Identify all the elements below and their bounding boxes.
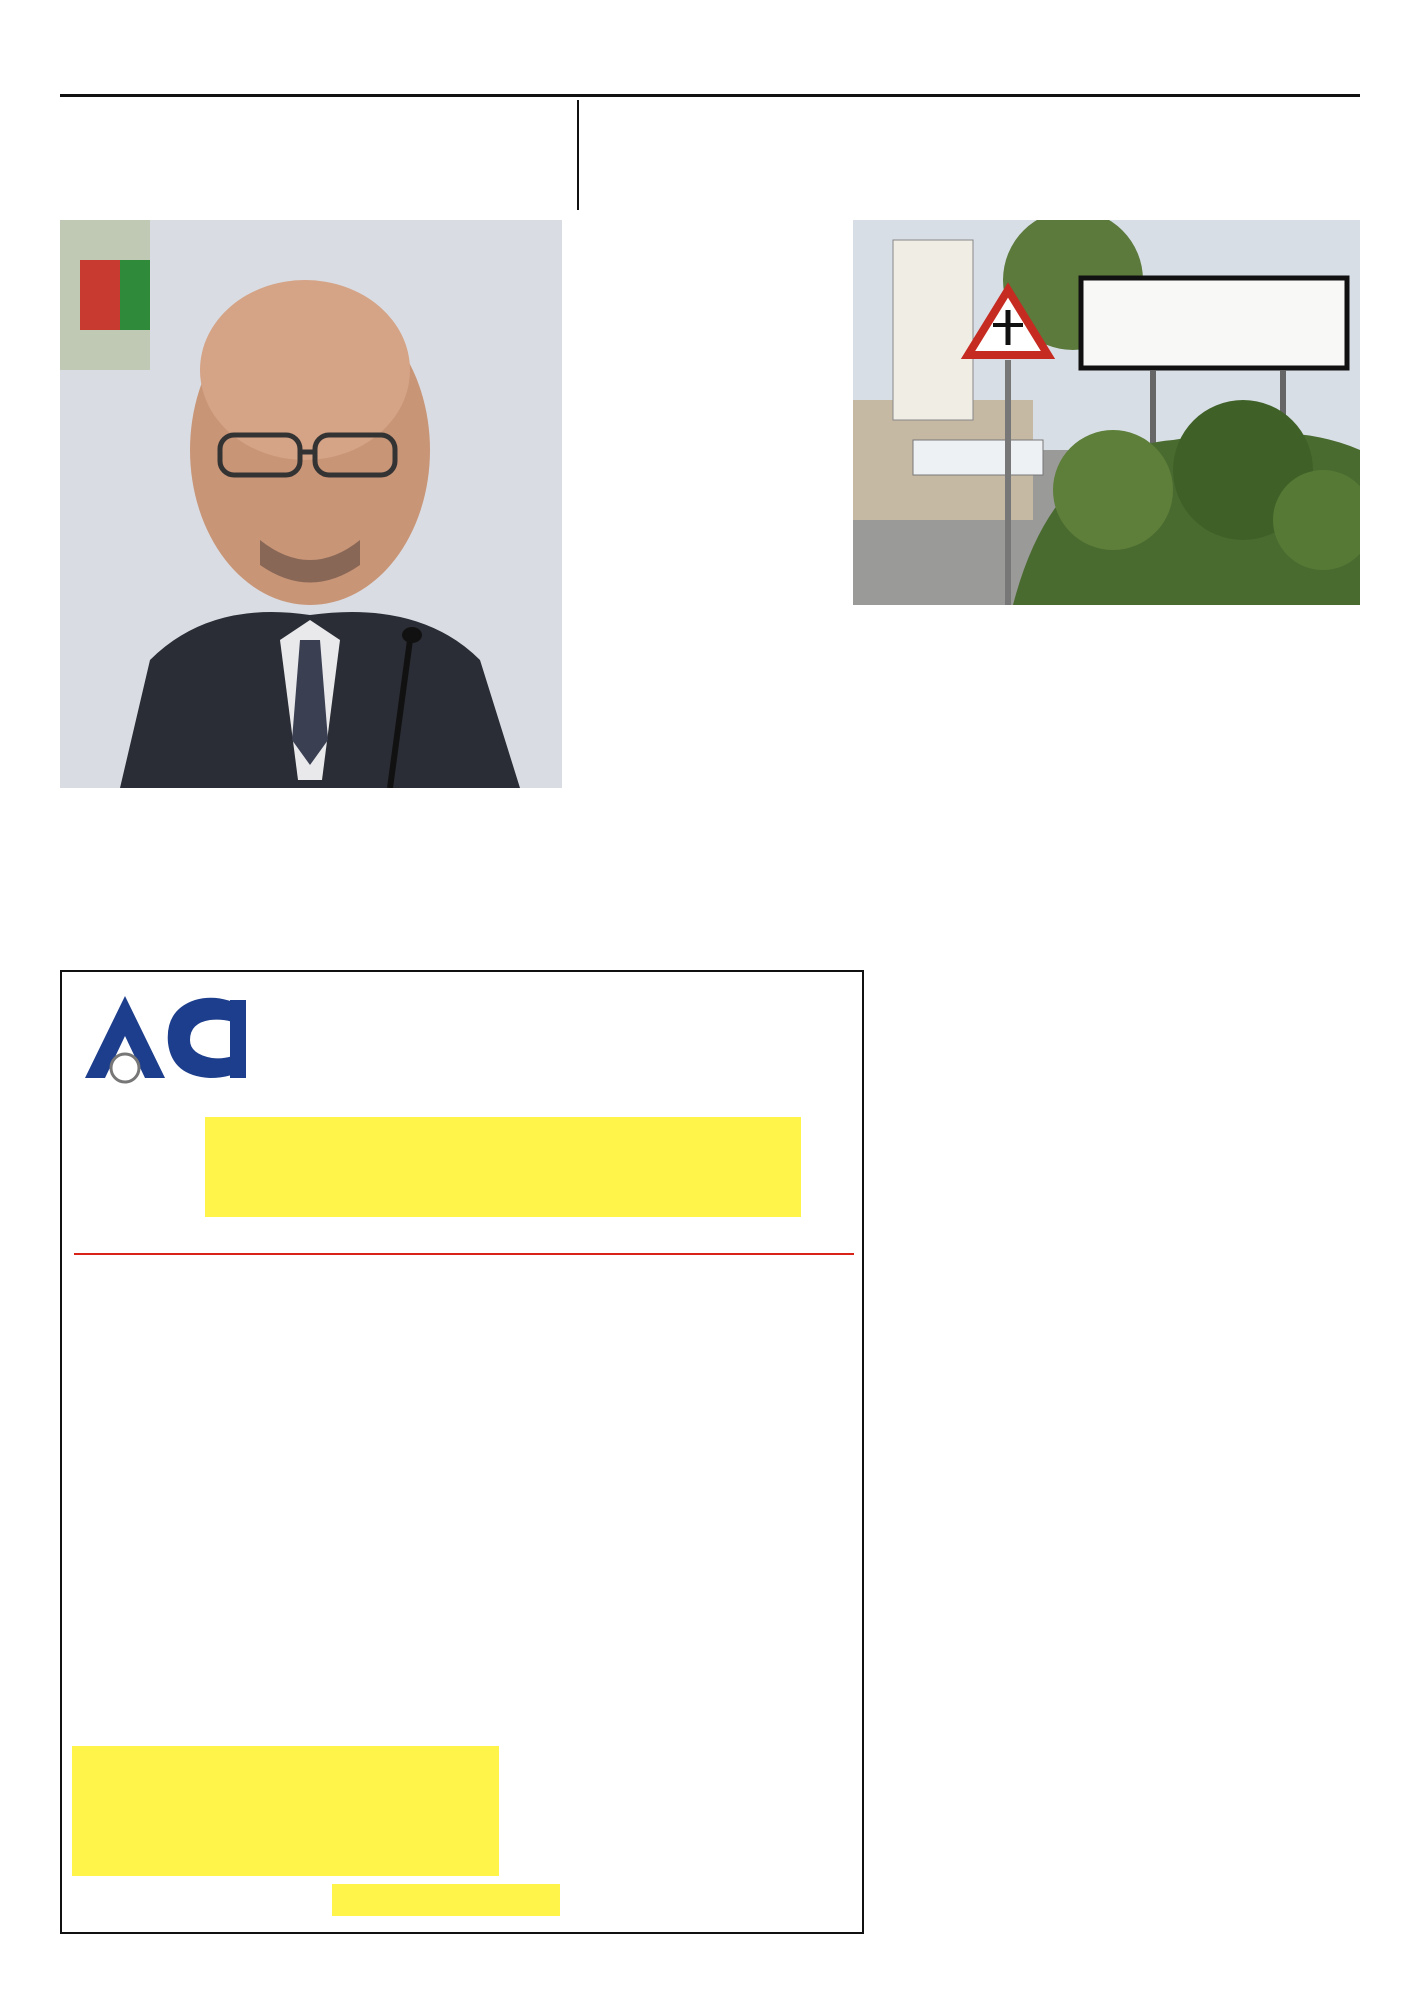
hours-panel: [332, 1884, 560, 1916]
giordani-photo: [60, 220, 562, 788]
services-panel: [72, 1746, 499, 1876]
column-divider: [577, 100, 579, 210]
address-panel: [205, 1117, 801, 1217]
nuova-california-sign-photo: [853, 220, 1360, 605]
header-rule: [60, 94, 1360, 97]
services-rule: [74, 1253, 854, 1255]
paper-name: [1354, 58, 1360, 92]
aci-logo: [80, 988, 250, 1088]
